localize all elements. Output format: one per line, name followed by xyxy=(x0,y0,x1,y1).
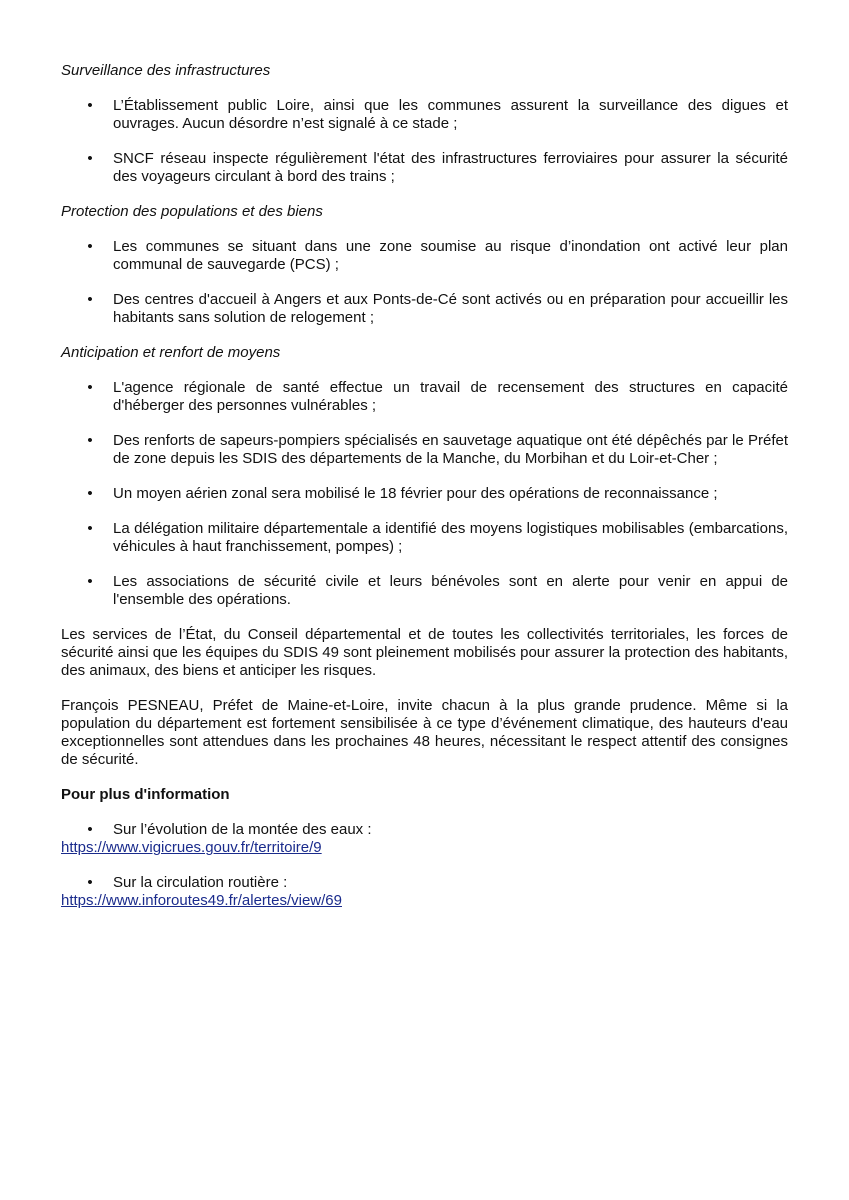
bullet-icon: • xyxy=(87,874,93,891)
bullet-icon: • xyxy=(87,485,93,502)
bullet-icon: • xyxy=(87,379,93,396)
section-title-anticipation: Anticipation et renfort de moyens xyxy=(61,344,281,361)
list-item xyxy=(61,485,788,503)
paragraph-prefet: François PESNEAU, Préfet de Maine-et-Loire, invite chacun à la plus grande prudence. Même si la population du département est fortement sensibilisée à ce type d’événement climatique, des hauteurs d'eau exceptionnelles sont attendues dans les prochaines 48 heures, nécessitant le respect attentif des consignes de sécurité. xyxy=(61,697,788,768)
section-title-surveillance: Surveillance des infrastructures xyxy=(61,62,271,79)
bullet-icon: • xyxy=(87,150,93,167)
bullet-list-anticipation xyxy=(61,379,788,609)
info-item xyxy=(61,821,788,857)
bullet-icon: • xyxy=(87,97,93,114)
paragraph-mobilisation: Les services de l’État, du Conseil départemental et de toutes les collectivités territoriales, les forces de sécurité ainsi que les équipes du SDIS 49 sont pleinement mobilisés pour assurer la protection des habitants, des animaux, des biens et anticiper les risques. xyxy=(61,626,788,679)
info-item-label: Sur la circulation routière : xyxy=(113,874,288,891)
bullet-list-protection xyxy=(61,238,788,327)
bullet-icon: • xyxy=(87,821,93,838)
inforoutes-link[interactable]: https://www.inforoutes49.fr/alertes/view/69 xyxy=(61,892,342,909)
document-page xyxy=(61,62,788,910)
list-item-text: Un moyen aérien zonal sera mobilisé le 18 février pour des opérations de reconnaissance ; xyxy=(113,485,718,502)
list-item-text: L’Établissement public Loire, ainsi que les communes assurent la surveillance des digues et ouvrages. Aucun désordre n’est signalé à ce stade ; xyxy=(113,97,788,132)
list-item xyxy=(61,97,788,133)
list-item-text: SNCF réseau inspecte régulièrement l'état des infrastructures ferroviaires pour assurer la sécurité des voyageurs circulant à bord des trains ; xyxy=(113,150,788,185)
list-item xyxy=(61,432,788,468)
vigicrues-link[interactable]: https://www.vigicrues.gouv.fr/territoire/9 xyxy=(61,839,322,856)
list-item-text: Des centres d'accueil à Angers et aux Ponts-de-Cé sont activés ou en préparation pour accueillir les habitants sans solution de relogement ; xyxy=(113,291,788,326)
list-item xyxy=(61,379,788,415)
bullet-list-surveillance xyxy=(61,97,788,186)
bullet-icon: • xyxy=(87,238,93,255)
list-item-text: Les communes se situant dans une zone soumise au risque d’inondation ont activé leur plan communal de sauvegarde (PCS) ; xyxy=(113,238,788,273)
bullet-icon: • xyxy=(87,432,93,449)
info-heading: Pour plus d'information xyxy=(61,786,230,803)
section-title-protection: Protection des populations et des biens xyxy=(61,203,323,220)
info-item xyxy=(61,874,788,910)
list-item xyxy=(61,238,788,274)
list-item xyxy=(61,573,788,609)
list-item xyxy=(61,291,788,327)
info-item-label: Sur l’évolution de la montée des eaux : xyxy=(113,821,372,838)
list-item-text: La délégation militaire départementale a identifié des moyens logistiques mobilisables (embarcations, véhicules à haut franchissement, pompes) ; xyxy=(113,520,788,555)
bullet-icon: • xyxy=(87,291,93,308)
list-item-text: Des renforts de sapeurs-pompiers spécialisés en sauvetage aquatique ont été dépêchés par le Préfet de zone depuis les SDIS des départements de la Manche, du Morbihan et du Loir-et-Cher ; xyxy=(113,432,788,467)
list-item xyxy=(61,150,788,186)
list-item xyxy=(61,520,788,556)
bullet-icon: • xyxy=(87,573,93,590)
list-item-text: L'agence régionale de santé effectue un travail de recensement des structures en capacité d'héberger des personnes vulnérables ; xyxy=(113,379,788,414)
bullet-icon: • xyxy=(87,520,93,537)
list-item-text: Les associations de sécurité civile et leurs bénévoles sont en alerte pour venir en appui de l'ensemble des opérations. xyxy=(113,573,788,608)
